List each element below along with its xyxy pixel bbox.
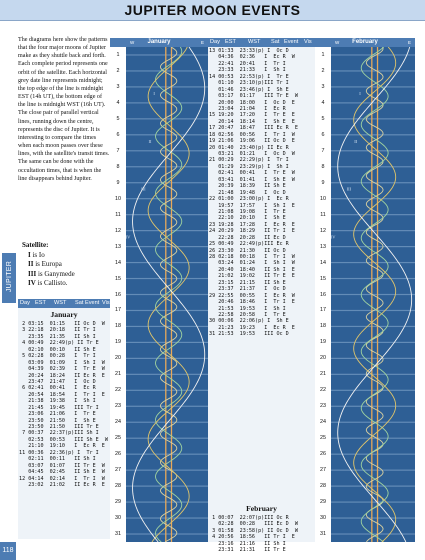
jupiter-disc-line — [377, 47, 378, 542]
day-label: 2 — [321, 67, 325, 74]
day-label: 12 — [320, 227, 326, 234]
date-line — [331, 134, 415, 135]
callisto-label: IV — [126, 234, 131, 240]
date-line — [126, 102, 208, 103]
satellite-legend-item: II is Europa — [28, 260, 62, 268]
satellite-legend — [22, 241, 75, 289]
event-row: 04:45 02:45 II Sh E W — [19, 469, 105, 476]
date-line — [331, 422, 415, 423]
callisto-label: IV — [331, 234, 336, 240]
day-label: 12 — [115, 227, 121, 234]
event-row: 21:53 19:53 I Sh I — [209, 305, 286, 312]
day-label: 21 — [320, 371, 326, 378]
europa-label: II — [148, 138, 152, 144]
date-line — [126, 294, 208, 295]
event-row: 03:07 01:07 II Tr E W — [19, 462, 105, 469]
section-tab: JUPITER — [2, 253, 16, 303]
event-rows — [19, 321, 108, 488]
day-label: 3 — [321, 83, 325, 90]
event-row: 04:36 02:36 I Ec R W — [209, 54, 295, 61]
day-label: 1 — [321, 51, 325, 58]
chart-header: W February E — [315, 38, 415, 47]
date-line — [331, 517, 415, 518]
event-row: 23:16 21:16 II Sh I — [209, 540, 286, 547]
day-label: 24 — [320, 419, 326, 426]
event-row: 23:04 21:04 I Ec R — [209, 105, 286, 112]
event-row: 23:33 21:33 I Sh I — [209, 67, 286, 74]
europa-label: II — [354, 138, 358, 144]
event-row: 01:10 23:10(p)III Tr I — [209, 80, 289, 87]
event-row: 03:09 01:09 I Sh I W — [19, 359, 105, 366]
event-row: 22 01:00 23:00(p) I Ec R — [209, 196, 289, 203]
event-row: 26 23:30 21:30 II Oc D — [209, 247, 286, 254]
date-line — [126, 454, 208, 455]
event-row: 20:54 18:54 I Tr I E — [19, 391, 105, 398]
event-row: 12 04:14 02:14 I Tr I W — [19, 475, 105, 482]
date-line — [126, 166, 208, 167]
event-row: 3 01:58 23:58(p) II Oc D W — [209, 527, 298, 534]
day-label: 22 — [115, 387, 121, 394]
day-label: 25 — [320, 435, 326, 442]
event-row: 02:28 00:28 III Ec D W — [209, 521, 298, 528]
event-row: 7 00:37 22:37(p)III Sh I — [19, 430, 99, 437]
event-row: 21:38 19:38 I Sh I — [19, 398, 96, 405]
event-row: 21:48 19:48 I Oc D — [209, 189, 286, 196]
date-line — [331, 102, 415, 103]
chart-header: W January E — [110, 38, 208, 47]
event-row: 21 00:29 22:29(p) I Tr I — [209, 157, 289, 164]
event-row: 3 22:18 20:18 II Tr I — [19, 327, 96, 334]
date-line — [331, 246, 415, 247]
day-label: 16 — [115, 291, 121, 298]
day-label: 30 — [115, 515, 121, 522]
day-label: 7 — [116, 147, 120, 154]
day-label: 16 — [320, 291, 326, 298]
day-label: 10 — [115, 195, 121, 202]
date-line — [126, 501, 208, 502]
date-line — [331, 86, 415, 87]
day-label: 8 — [116, 163, 120, 170]
date-line — [126, 533, 208, 534]
event-row: 22:28 20:28 II Ec D — [209, 234, 286, 241]
date-line — [331, 406, 415, 407]
day-label: 13 — [115, 243, 121, 250]
date-line — [331, 342, 415, 343]
date-line — [331, 358, 415, 359]
event-row: 2 03:15 01:15 II Oc D W — [19, 321, 105, 327]
day-column — [110, 47, 126, 542]
date-line — [126, 70, 208, 71]
page-number: 118 — [0, 542, 16, 560]
event-row: 17 20:47 18:47 III Ec R E — [209, 125, 298, 132]
day-label: 20 — [320, 355, 326, 362]
date-line — [126, 438, 208, 439]
event-row: 02:41 00:41 I Tr E W — [209, 170, 295, 177]
moon-orbit-plot — [331, 47, 415, 542]
date-line — [331, 262, 415, 263]
event-row: 29 22:55 00:55 I Ec R W — [209, 292, 295, 299]
date-line — [331, 486, 415, 487]
day-label: 31 — [320, 531, 326, 538]
date-line — [331, 214, 415, 215]
event-row: 4 00:49 22:49(p) II Tr E — [19, 340, 99, 347]
day-label: 27 — [320, 467, 326, 474]
event-row: 03:24 01:24 I Sh I W — [209, 260, 295, 267]
event-row: 5 02:28 00:28 I Tr I — [19, 353, 96, 360]
day-label: 10 — [320, 195, 326, 202]
event-rows — [209, 515, 298, 554]
io-label: I — [359, 90, 361, 96]
event-row: 20:39 18:39 II Sh E — [209, 183, 286, 190]
date-line — [331, 374, 415, 375]
event-row: 23:37 21:37 I Oc D — [209, 286, 286, 293]
event-row: 19:57 17:57 I Sh I E — [209, 202, 295, 209]
event-row: 23:02 21:02 II Ec R E — [19, 481, 105, 488]
date-line — [331, 326, 415, 327]
mid-events-table — [208, 38, 315, 554]
event-row: 04:39 02:39 I Tr E W — [19, 366, 105, 373]
date-line — [126, 54, 208, 55]
date-line — [331, 118, 415, 119]
date-line — [126, 150, 208, 151]
date-line — [126, 278, 208, 279]
event-row: 23:15 21:15 II Sh E — [209, 279, 286, 286]
day-label: 4 — [116, 99, 120, 106]
day-label: 5 — [116, 115, 120, 122]
date-line — [126, 486, 208, 487]
event-row: 01:29 23:29(p) I Sh I — [209, 163, 289, 170]
event-row: 21:02 19:02 II Tr E E — [209, 273, 295, 280]
event-row: 23:50 21:50 III Tr E — [19, 424, 99, 430]
day-label: 3 — [116, 83, 120, 90]
event-row: 22:41 20:41 I Tr I — [209, 60, 286, 67]
date-line — [126, 310, 208, 311]
event-row: 24 20:29 18:29 II Tr I E — [209, 228, 295, 235]
event-row: 21:45 19:45 III Tr I — [19, 404, 99, 411]
event-row: 25 00:49 22:49(p)III Ec R — [209, 241, 289, 248]
event-row: 14 00:53 22:53(p) I Tr E — [209, 73, 289, 80]
day-label: 22 — [320, 387, 326, 394]
date-line — [126, 86, 208, 87]
date-line — [331, 150, 415, 151]
day-label: 11 — [115, 211, 121, 218]
event-row: 20:46 18:46 I Tr I E — [209, 299, 295, 306]
day-label: 17 — [115, 307, 121, 314]
moon-orbit-plot — [126, 47, 208, 542]
ganymede-label: III — [141, 186, 146, 192]
date-line — [126, 470, 208, 471]
date-line — [331, 390, 415, 391]
day-label: 29 — [115, 499, 121, 506]
event-row: 22:58 20:58 I Tr E — [209, 311, 286, 318]
day-label: 4 — [321, 99, 325, 106]
day-label: 15 — [320, 275, 326, 282]
day-label: 24 — [115, 419, 121, 426]
day-label: 28 — [320, 483, 326, 490]
event-row: 03:21 01:21 I Oc D W — [209, 151, 295, 157]
event-row: 23:06 21:06 I Tr E — [19, 411, 96, 418]
event-row: 1 00:07 22:07(p)III Oc R — [209, 515, 289, 521]
left-events-table — [18, 299, 110, 539]
date-line — [126, 517, 208, 518]
event-rows — [209, 48, 298, 338]
day-label: 7 — [321, 147, 325, 154]
io-label: I — [153, 90, 155, 96]
day-label: 14 — [320, 259, 326, 266]
date-line — [331, 501, 415, 502]
page-title: JUPITER MOON EVENTS — [124, 2, 301, 18]
event-row: 02:53 00:53 III Sh E W — [19, 436, 108, 443]
intro-text: The diagrams here show the patterns that the four major moons of Jupiter make as they shuttle back and forth. Each complete period represents one orbit of the satellite. Each horizontal grey date line represents midnight; the top edge of the line is midnight EST (14h UT), the bottom edge of the line is midnight WST (16h UT). The close pair of parallel vertical lines, running down the centre, represents the disc of Jupiter. It is interesting to compare the times when each moon passes over these lines, with the satellite's transit times. The same can be done with the occultation times, that is when the line disappears behind Jupiter. — [18, 37, 110, 182]
day-label: 26 — [320, 451, 326, 458]
day-label: 25 — [115, 435, 121, 442]
day-label: 13 — [320, 243, 326, 250]
day-label: 5 — [321, 115, 325, 122]
satellite-legend-heading: Satellite: — [22, 241, 49, 249]
event-row: 28 02:18 00:18 I Tr I W — [209, 254, 295, 260]
event-row: 21:23 19:23 I Ec R E — [209, 324, 295, 331]
event-row: 23:47 21:47 I Oc D — [19, 378, 96, 385]
event-row: 23:35 21:35 II Sh I — [19, 333, 96, 340]
event-row: 02:10 00:10 II Sh E — [19, 346, 96, 353]
date-line — [331, 278, 415, 279]
date-line — [331, 70, 415, 71]
day-label: 30 — [320, 515, 326, 522]
day-label: 21 — [115, 371, 121, 378]
day-label: 18 — [115, 323, 121, 330]
date-line — [126, 390, 208, 391]
day-label: 31 — [115, 531, 121, 538]
date-line — [331, 438, 415, 439]
day-label: 17 — [320, 307, 326, 314]
date-line — [331, 166, 415, 167]
event-row: 19 21:06 19:06 II Oc D E — [209, 138, 295, 145]
day-label: 9 — [321, 179, 325, 186]
satellite-legend-item: I is Io — [28, 250, 45, 259]
event-row: 20:40 18:40 II Sh I E — [209, 266, 295, 273]
day-label: 20 — [115, 355, 121, 362]
event-row: 21:10 19:10 I Ec R E — [19, 443, 105, 450]
day-column — [315, 47, 331, 542]
event-row: 03:41 01:41 I Sh E W — [209, 176, 295, 183]
day-label: 1 — [116, 51, 120, 58]
january-moon-chart — [110, 38, 208, 542]
day-label: 23 — [115, 403, 121, 410]
day-label: 11 — [320, 211, 326, 218]
day-label: 26 — [115, 451, 121, 458]
date-line — [126, 134, 208, 135]
event-row: 23:50 21:50 I Sh E — [19, 417, 96, 424]
event-row: 6 02:41 00:41 I Ec R — [19, 385, 96, 392]
date-line — [126, 374, 208, 375]
ganymede-label: III — [346, 186, 352, 192]
event-row: 20:14 18:14 I Sh E E — [209, 118, 295, 125]
event-row: 20:00 18:00 I Oc D E — [209, 99, 295, 106]
title-band — [0, 0, 425, 21]
day-label: 15 — [115, 275, 121, 282]
event-row: 4 20:56 18:56 II Tr I E — [209, 534, 295, 541]
event-row: 31 21:53 19:53 III Oc D — [209, 331, 289, 338]
event-row: 01:46 23:46(p) I Sh E — [209, 86, 289, 93]
event-row: 23 19:28 17:28 I Ec R E — [209, 221, 295, 228]
event-row: 23:31 21:31 II Tr E — [209, 547, 286, 554]
day-label: 28 — [115, 483, 121, 490]
february-moon-chart — [315, 38, 415, 542]
date-line — [126, 198, 208, 199]
day-label: 6 — [116, 131, 120, 138]
event-row: 11 00:36 22:36(p) I Tr I — [19, 449, 99, 456]
table-header: Day EST WST Sat Event Vis — [20, 300, 110, 306]
event-row: 30 00:06 22:06(p) I Sh E — [209, 318, 289, 325]
day-label: 8 — [321, 163, 325, 170]
table-header: Day EST WST Sat Event Vis — [208, 38, 315, 47]
day-label: 29 — [320, 499, 326, 506]
event-row: 22:10 20:10 I Sh E — [209, 215, 286, 222]
day-label: 27 — [115, 467, 121, 474]
day-label: 23 — [320, 403, 326, 410]
day-label: 14 — [115, 259, 121, 266]
date-line — [126, 358, 208, 359]
event-row: 02:11 00:11 II Sh I — [19, 456, 96, 463]
event-row: 20:24 18:24 II Ec R E — [19, 372, 105, 379]
date-line — [331, 470, 415, 471]
day-label: 19 — [320, 339, 326, 346]
event-row: 15 19:20 17:20 I Tr E E — [209, 112, 295, 119]
day-label: 18 — [320, 323, 326, 330]
satellite-legend-item: IV is Callisto. — [28, 279, 68, 287]
date-line — [331, 454, 415, 455]
event-row: 18 02:56 00:56 I Tr I W — [209, 131, 295, 138]
day-label: 9 — [116, 179, 120, 186]
day-label: 19 — [115, 339, 121, 346]
month-heading: February — [246, 504, 277, 513]
day-label: 6 — [321, 131, 325, 138]
month-heading: January — [50, 310, 78, 319]
event-row: 20 01:40 23:40(p) II Ec R — [209, 144, 289, 151]
event-row: 13 01:33 23:33(p) I Oc D — [209, 48, 289, 54]
event-row: 21:08 19:08 I Tr E — [209, 208, 286, 215]
satellite-legend-item: III is Ganymede — [28, 269, 75, 278]
day-label: 2 — [116, 67, 120, 74]
event-row: 03:17 01:17 III Tr E W — [209, 93, 298, 100]
